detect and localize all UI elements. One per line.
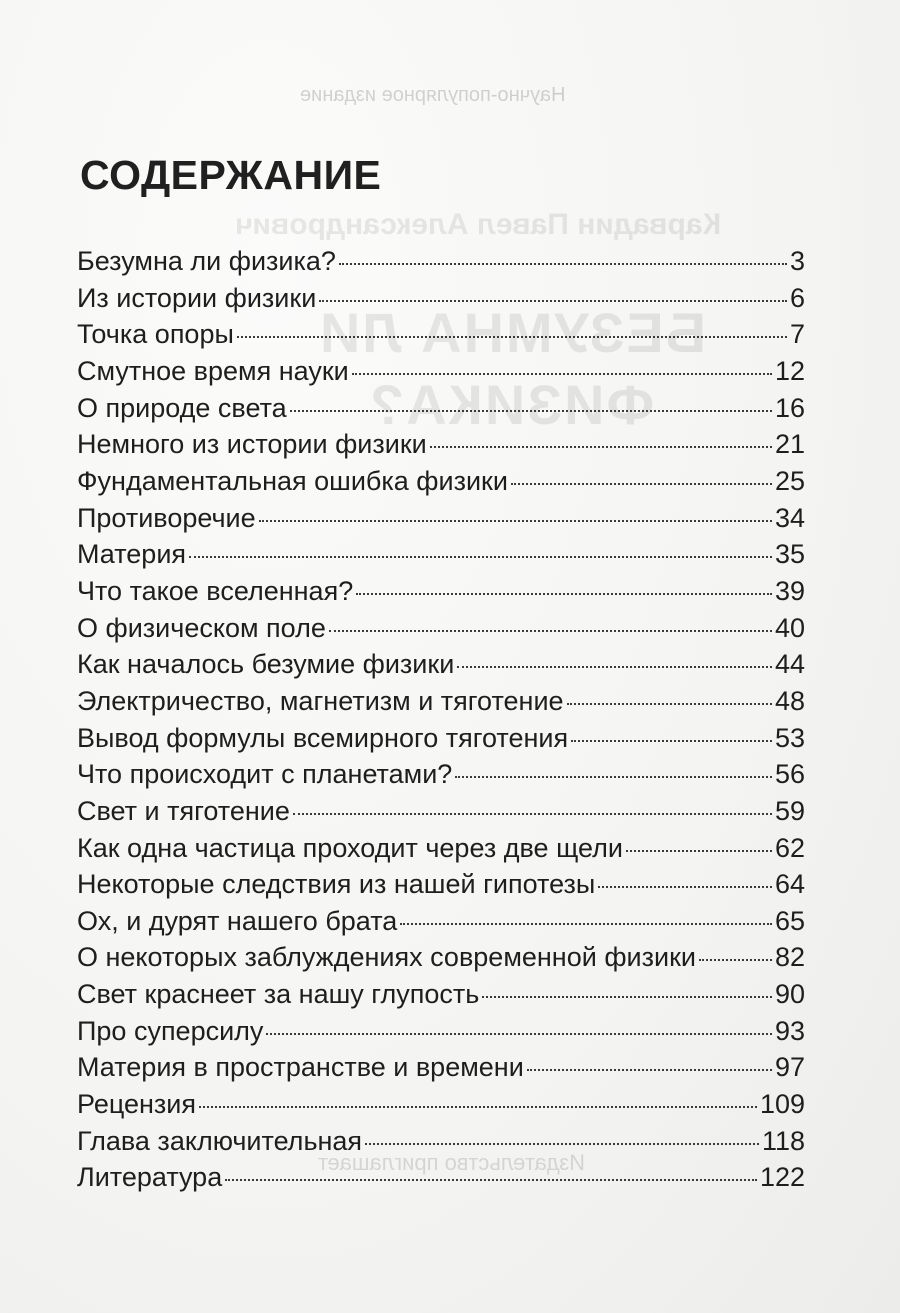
dot-leader: [266, 1033, 772, 1035]
toc-entry: [77, 720, 805, 757]
toc-entry-page: 48: [774, 685, 805, 716]
toc-entry-page: 82: [774, 942, 805, 973]
bleed-through-author: Карвадин Павел Александрович: [235, 208, 722, 241]
toc-entry-page: 44: [774, 649, 805, 680]
dot-leader: [567, 703, 772, 705]
toc-entry-title: Ох, и дурят нашего брата: [77, 905, 398, 936]
toc-entry-title: Некоторые следствия из нашей гипотезы: [77, 869, 596, 900]
dot-leader: [189, 556, 772, 558]
dot-leader: [400, 923, 772, 925]
toc-entry: [77, 536, 805, 573]
dot-leader: [365, 1143, 759, 1145]
toc-entry: [77, 756, 805, 793]
toc-entry-page: 6: [789, 282, 805, 313]
toc-entry: [77, 500, 805, 537]
toc-entry-page: 40: [774, 612, 805, 643]
toc-entry-page: 90: [774, 979, 805, 1010]
toc-entry: [77, 939, 805, 976]
toc-entry-page: 16: [774, 392, 805, 423]
toc-entry-title: Из истории физики: [77, 282, 317, 313]
toc-entry-page: 3: [789, 246, 805, 276]
toc-entry-title: Свет краснеет за нашу глупость: [77, 979, 480, 1010]
toc-entry: [77, 793, 805, 830]
toc-entry: [77, 426, 805, 463]
toc-entry-title: Про суперсилу: [77, 1015, 264, 1046]
toc-entry: [77, 683, 805, 720]
dot-leader: [571, 740, 772, 742]
bleed-through-text: Издательство приглашает: [318, 1150, 586, 1175]
toc-entry: [77, 646, 805, 683]
toc-entry-title: Немного из истории физики: [77, 429, 427, 460]
toc-entry-page: 65: [774, 905, 805, 936]
toc-entry-page: 59: [774, 795, 805, 826]
toc-entry: [77, 280, 805, 317]
toc-entry-page: 53: [774, 722, 805, 753]
toc-entry: [77, 316, 805, 353]
toc-entry-page: 62: [774, 832, 805, 863]
toc-entry-title: Глава заключительная: [77, 1125, 363, 1156]
toc-entry-title: Противоречие: [77, 502, 256, 533]
dot-leader: [457, 666, 772, 668]
dot-leader: [699, 959, 772, 961]
toc-entry: [77, 1086, 805, 1123]
toc-entry-title: Свет и тяготение: [77, 795, 290, 826]
dot-leader: [455, 776, 772, 778]
dot-leader: [430, 446, 772, 448]
toc-entry-page: 39: [774, 575, 805, 606]
toc-entry-title: Что такое вселенная?: [77, 575, 354, 606]
toc-entry-title: Фундаментальная ошибка физики: [77, 465, 508, 496]
toc-entry-title: Как началось безумие физики: [77, 649, 455, 680]
toc-entry: [77, 976, 805, 1013]
dot-leader: [237, 336, 787, 338]
toc-entry-title: Материя в пространстве и времени: [77, 1052, 524, 1083]
toc-entry: [77, 1049, 805, 1086]
toc-entry-page: 34: [774, 502, 805, 533]
toc-entry: [77, 463, 805, 500]
toc-entry: [77, 830, 805, 867]
toc-entry-title: Литература: [77, 1162, 223, 1193]
toc-entry-page: 109: [759, 1089, 805, 1120]
dot-leader: [626, 850, 772, 852]
dot-leader: [356, 593, 772, 595]
toc-entry-page: 12: [774, 355, 805, 386]
toc-entry: [77, 243, 805, 280]
toc-entry: [77, 1123, 805, 1160]
toc-entry-page: 7: [789, 319, 805, 350]
bleed-through-title: ФИЗИКА?: [368, 373, 655, 436]
dot-leader: [482, 996, 772, 998]
toc-entry: [77, 353, 805, 390]
dot-leader: [290, 410, 772, 412]
toc-entry-title: Безумна ли физика?: [77, 246, 336, 276]
toc-entry-title: Как одна частица проходит через две щели: [77, 832, 623, 863]
toc-entry-page: 64: [774, 869, 805, 900]
toc-entry-title: Рецензия: [77, 1089, 197, 1120]
toc-entry: [77, 903, 805, 940]
toc-entry: [77, 573, 805, 610]
table-of-contents: [77, 243, 805, 1196]
dot-leader: [339, 263, 787, 265]
dot-leader: [527, 1069, 772, 1071]
dot-leader: [329, 630, 772, 632]
toc-entry-title: Точка опоры: [77, 319, 234, 350]
bleed-through-text: Научно-популярное издание: [300, 84, 566, 106]
toc-entry-page: 97: [774, 1052, 805, 1083]
page-heading: СОДЕРЖАНИЕ: [80, 152, 382, 198]
dot-leader: [259, 520, 772, 522]
toc-entry-page: 93: [774, 1015, 805, 1046]
toc-entry-page: 21: [774, 429, 805, 460]
toc-entry-title: Вывод формулы всемирного тяготения: [77, 722, 569, 753]
toc-entry-page: 56: [774, 759, 805, 790]
toc-entry-title: Что происходит с планетами?: [77, 759, 453, 790]
toc-entry-page: 122: [759, 1162, 805, 1193]
dot-leader: [293, 813, 772, 815]
toc-entry-page: 25: [774, 465, 805, 496]
toc-entry: [77, 610, 805, 647]
toc-entry-title: О физическом поле: [77, 612, 326, 643]
toc-entry: [77, 1013, 805, 1050]
dot-leader: [352, 373, 772, 375]
toc-entry-title: Смутное время науки: [77, 355, 349, 386]
dot-leader: [598, 886, 772, 888]
dot-leader: [225, 1179, 757, 1181]
toc-entry-page: 35: [774, 539, 805, 570]
toc-entry-page: 118: [761, 1125, 805, 1156]
dot-leader: [511, 483, 772, 485]
bleed-through-title: БЕЗУМНА ЛИ: [318, 301, 707, 364]
toc-entry-title: Материя: [77, 539, 187, 570]
toc-entry-title: Электричество, магнетизм и тяготение: [77, 685, 564, 716]
toc-entry: [77, 1159, 805, 1196]
toc-entry-title: О некоторых заблуждениях современной физики: [77, 942, 696, 973]
dot-leader: [319, 300, 787, 302]
toc-entry: [77, 866, 805, 903]
dot-leader: [199, 1106, 757, 1108]
toc-entry-title: О природе света: [77, 392, 287, 423]
toc-entry: [77, 390, 805, 427]
